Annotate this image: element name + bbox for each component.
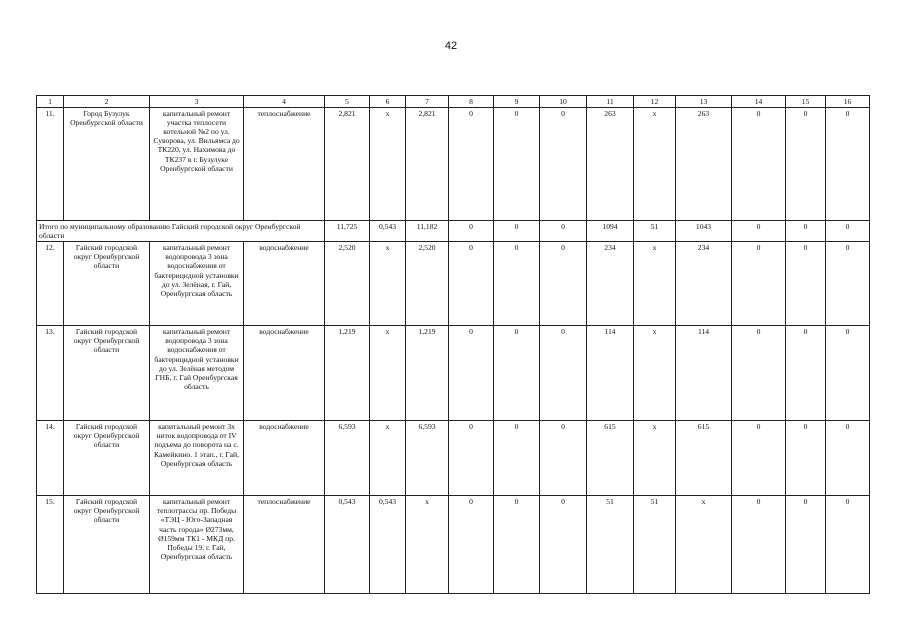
row-number: 13. xyxy=(37,326,64,421)
object-cell: капитальный ремонт водопровода 3 зона водоснабжения от бактерицидной установки до ул. Зелёная, г. Гай, Оренбургская область xyxy=(150,242,244,326)
value-cell: 0 xyxy=(449,242,494,326)
total-value: 1094 xyxy=(587,221,634,242)
total-value: 0 xyxy=(786,221,826,242)
col-header: 1 xyxy=(37,96,64,108)
col-header: 12 xyxy=(634,96,676,108)
value-cell: 0 xyxy=(826,421,870,496)
value-cell: 0 xyxy=(786,326,826,421)
value-cell: 0 xyxy=(540,496,587,594)
col-header: 2 xyxy=(64,96,150,108)
value-cell: 0 xyxy=(732,496,786,594)
value-cell: 0 xyxy=(786,421,826,496)
value-cell: 0 xyxy=(786,108,826,221)
value-cell: 0 xyxy=(449,421,494,496)
total-value: 51 xyxy=(634,221,676,242)
value-cell: 0 xyxy=(826,326,870,421)
value-cell: 1,219 xyxy=(406,326,449,421)
value-cell: 0 xyxy=(540,421,587,496)
object-cell: капитальный ремонт участка теплосети котельной №2 по ул. Суворова, ул. Вильямса до ТК220, ул. Нахимова до ТК237 в г. Бузулуке Оренбургской области xyxy=(150,108,244,221)
total-value: 11,182 xyxy=(406,221,449,242)
value-cell: 0 xyxy=(732,242,786,326)
value-cell: 51 xyxy=(587,496,634,594)
row-number: 12. xyxy=(37,242,64,326)
col-header: 9 xyxy=(494,96,540,108)
value-cell: 263 xyxy=(587,108,634,221)
value-cell: 114 xyxy=(587,326,634,421)
total-value: 1043 xyxy=(676,221,732,242)
value-cell: 2,520 xyxy=(325,242,370,326)
value-cell: 0 xyxy=(786,496,826,594)
page-number: 42 xyxy=(444,40,458,52)
column-number-row xyxy=(37,96,870,108)
type-cell: водоснабжение xyxy=(244,421,325,496)
value-cell: х xyxy=(370,108,406,221)
value-cell: 0 xyxy=(732,421,786,496)
value-cell: 0 xyxy=(540,326,587,421)
value-cell: 0 xyxy=(732,326,786,421)
value-cell: 0 xyxy=(826,108,870,221)
total-value: 11,725 xyxy=(325,221,370,242)
value-cell: х xyxy=(370,242,406,326)
value-cell: 0 xyxy=(449,108,494,221)
total-value: 0 xyxy=(540,221,587,242)
col-header: 7 xyxy=(406,96,449,108)
total-value: 0 xyxy=(494,221,540,242)
value-cell: х xyxy=(634,421,676,496)
value-cell: 0 xyxy=(494,326,540,421)
col-header: 14 xyxy=(732,96,786,108)
col-header: 8 xyxy=(449,96,494,108)
type-cell: теплоснабжение xyxy=(244,496,325,594)
col-header: 3 xyxy=(150,96,244,108)
value-cell: 6,593 xyxy=(406,421,449,496)
value-cell: 51 xyxy=(634,496,676,594)
total-value: 0 xyxy=(732,221,786,242)
municipality-cell: Город Бузулук Оренбургской области xyxy=(64,108,150,221)
value-cell: 234 xyxy=(587,242,634,326)
data-table xyxy=(36,95,870,594)
object-cell: капитальный ремонт 3х ниток водопровода от IV подъема до поворота на с. Камейкино. 1 этап., г. Гай, Оренбургская область xyxy=(150,421,244,496)
value-cell: 263 xyxy=(676,108,732,221)
type-cell: водоснабжение xyxy=(244,242,325,326)
col-header: 6 xyxy=(370,96,406,108)
type-cell: теплоснабжение xyxy=(244,108,325,221)
value-cell: 2,821 xyxy=(406,108,449,221)
col-header: 4 xyxy=(244,96,325,108)
value-cell: х xyxy=(634,108,676,221)
row-number: 15. xyxy=(37,496,64,594)
value-cell: 0 xyxy=(449,496,494,594)
value-cell: 0 xyxy=(540,108,587,221)
table-row xyxy=(37,496,870,594)
value-cell: 0 xyxy=(494,242,540,326)
total-label: Итого по муниципальному образованию Гайский городской округ Оренбургской области xyxy=(37,221,325,242)
value-cell: 615 xyxy=(676,421,732,496)
col-header: 5 xyxy=(325,96,370,108)
value-cell: 2,821 xyxy=(325,108,370,221)
table-row xyxy=(37,421,870,496)
value-cell: 0 xyxy=(449,326,494,421)
value-cell: х xyxy=(370,326,406,421)
value-cell: 0,543 xyxy=(370,496,406,594)
municipality-cell: Гайский городской округ Оренбургской области xyxy=(64,421,150,496)
value-cell: 114 xyxy=(676,326,732,421)
value-cell: 0 xyxy=(732,108,786,221)
total-row xyxy=(37,221,870,242)
value-cell: 0,543 xyxy=(325,496,370,594)
value-cell: 0 xyxy=(826,496,870,594)
table-row xyxy=(37,242,870,326)
object-cell: капитальный ремонт теплотрассы пр. Победы «ТЭЦ - Юго-Западная часть города» Ø273мм, Ø159мм ТК1 - МКД пр. Победы 19, г. Гай, Оренбургская область xyxy=(150,496,244,594)
municipality-cell: Гайский городской округ Оренбургской области xyxy=(64,326,150,421)
object-cell: капитальный ремонт водопровода 3 зона водоснабжения от бактерицидной установки до ул. Зелёная методом ГНБ, г. Гай Оренбургская область xyxy=(150,326,244,421)
value-cell: х xyxy=(370,421,406,496)
value-cell: 0 xyxy=(494,421,540,496)
value-cell: 0 xyxy=(786,242,826,326)
table-row xyxy=(37,108,870,221)
value-cell: 0 xyxy=(826,242,870,326)
col-header: 13 xyxy=(676,96,732,108)
table-row xyxy=(37,326,870,421)
col-header: 11 xyxy=(587,96,634,108)
value-cell: х xyxy=(634,326,676,421)
total-value: 0 xyxy=(449,221,494,242)
row-number: 14. xyxy=(37,421,64,496)
value-cell: 1,219 xyxy=(325,326,370,421)
col-header: 10 xyxy=(540,96,587,108)
row-number: 11. xyxy=(37,108,64,221)
value-cell: 0 xyxy=(540,242,587,326)
type-cell: водоснабжение xyxy=(244,326,325,421)
value-cell: 2,520 xyxy=(406,242,449,326)
value-cell: 0 xyxy=(494,496,540,594)
value-cell: 6,593 xyxy=(325,421,370,496)
col-header: 16 xyxy=(826,96,870,108)
value-cell: 234 xyxy=(676,242,732,326)
value-cell: х xyxy=(676,496,732,594)
value-cell: х xyxy=(634,242,676,326)
municipality-cell: Гайский городской округ Оренбургской области xyxy=(64,496,150,594)
total-value: 0 xyxy=(826,221,870,242)
municipality-cell: Гайский городской округ Оренбургской области xyxy=(64,242,150,326)
col-header: 15 xyxy=(786,96,826,108)
total-value: 0,543 xyxy=(370,221,406,242)
value-cell: 0 xyxy=(494,108,540,221)
value-cell: 615 xyxy=(587,421,634,496)
value-cell: х xyxy=(406,496,449,594)
